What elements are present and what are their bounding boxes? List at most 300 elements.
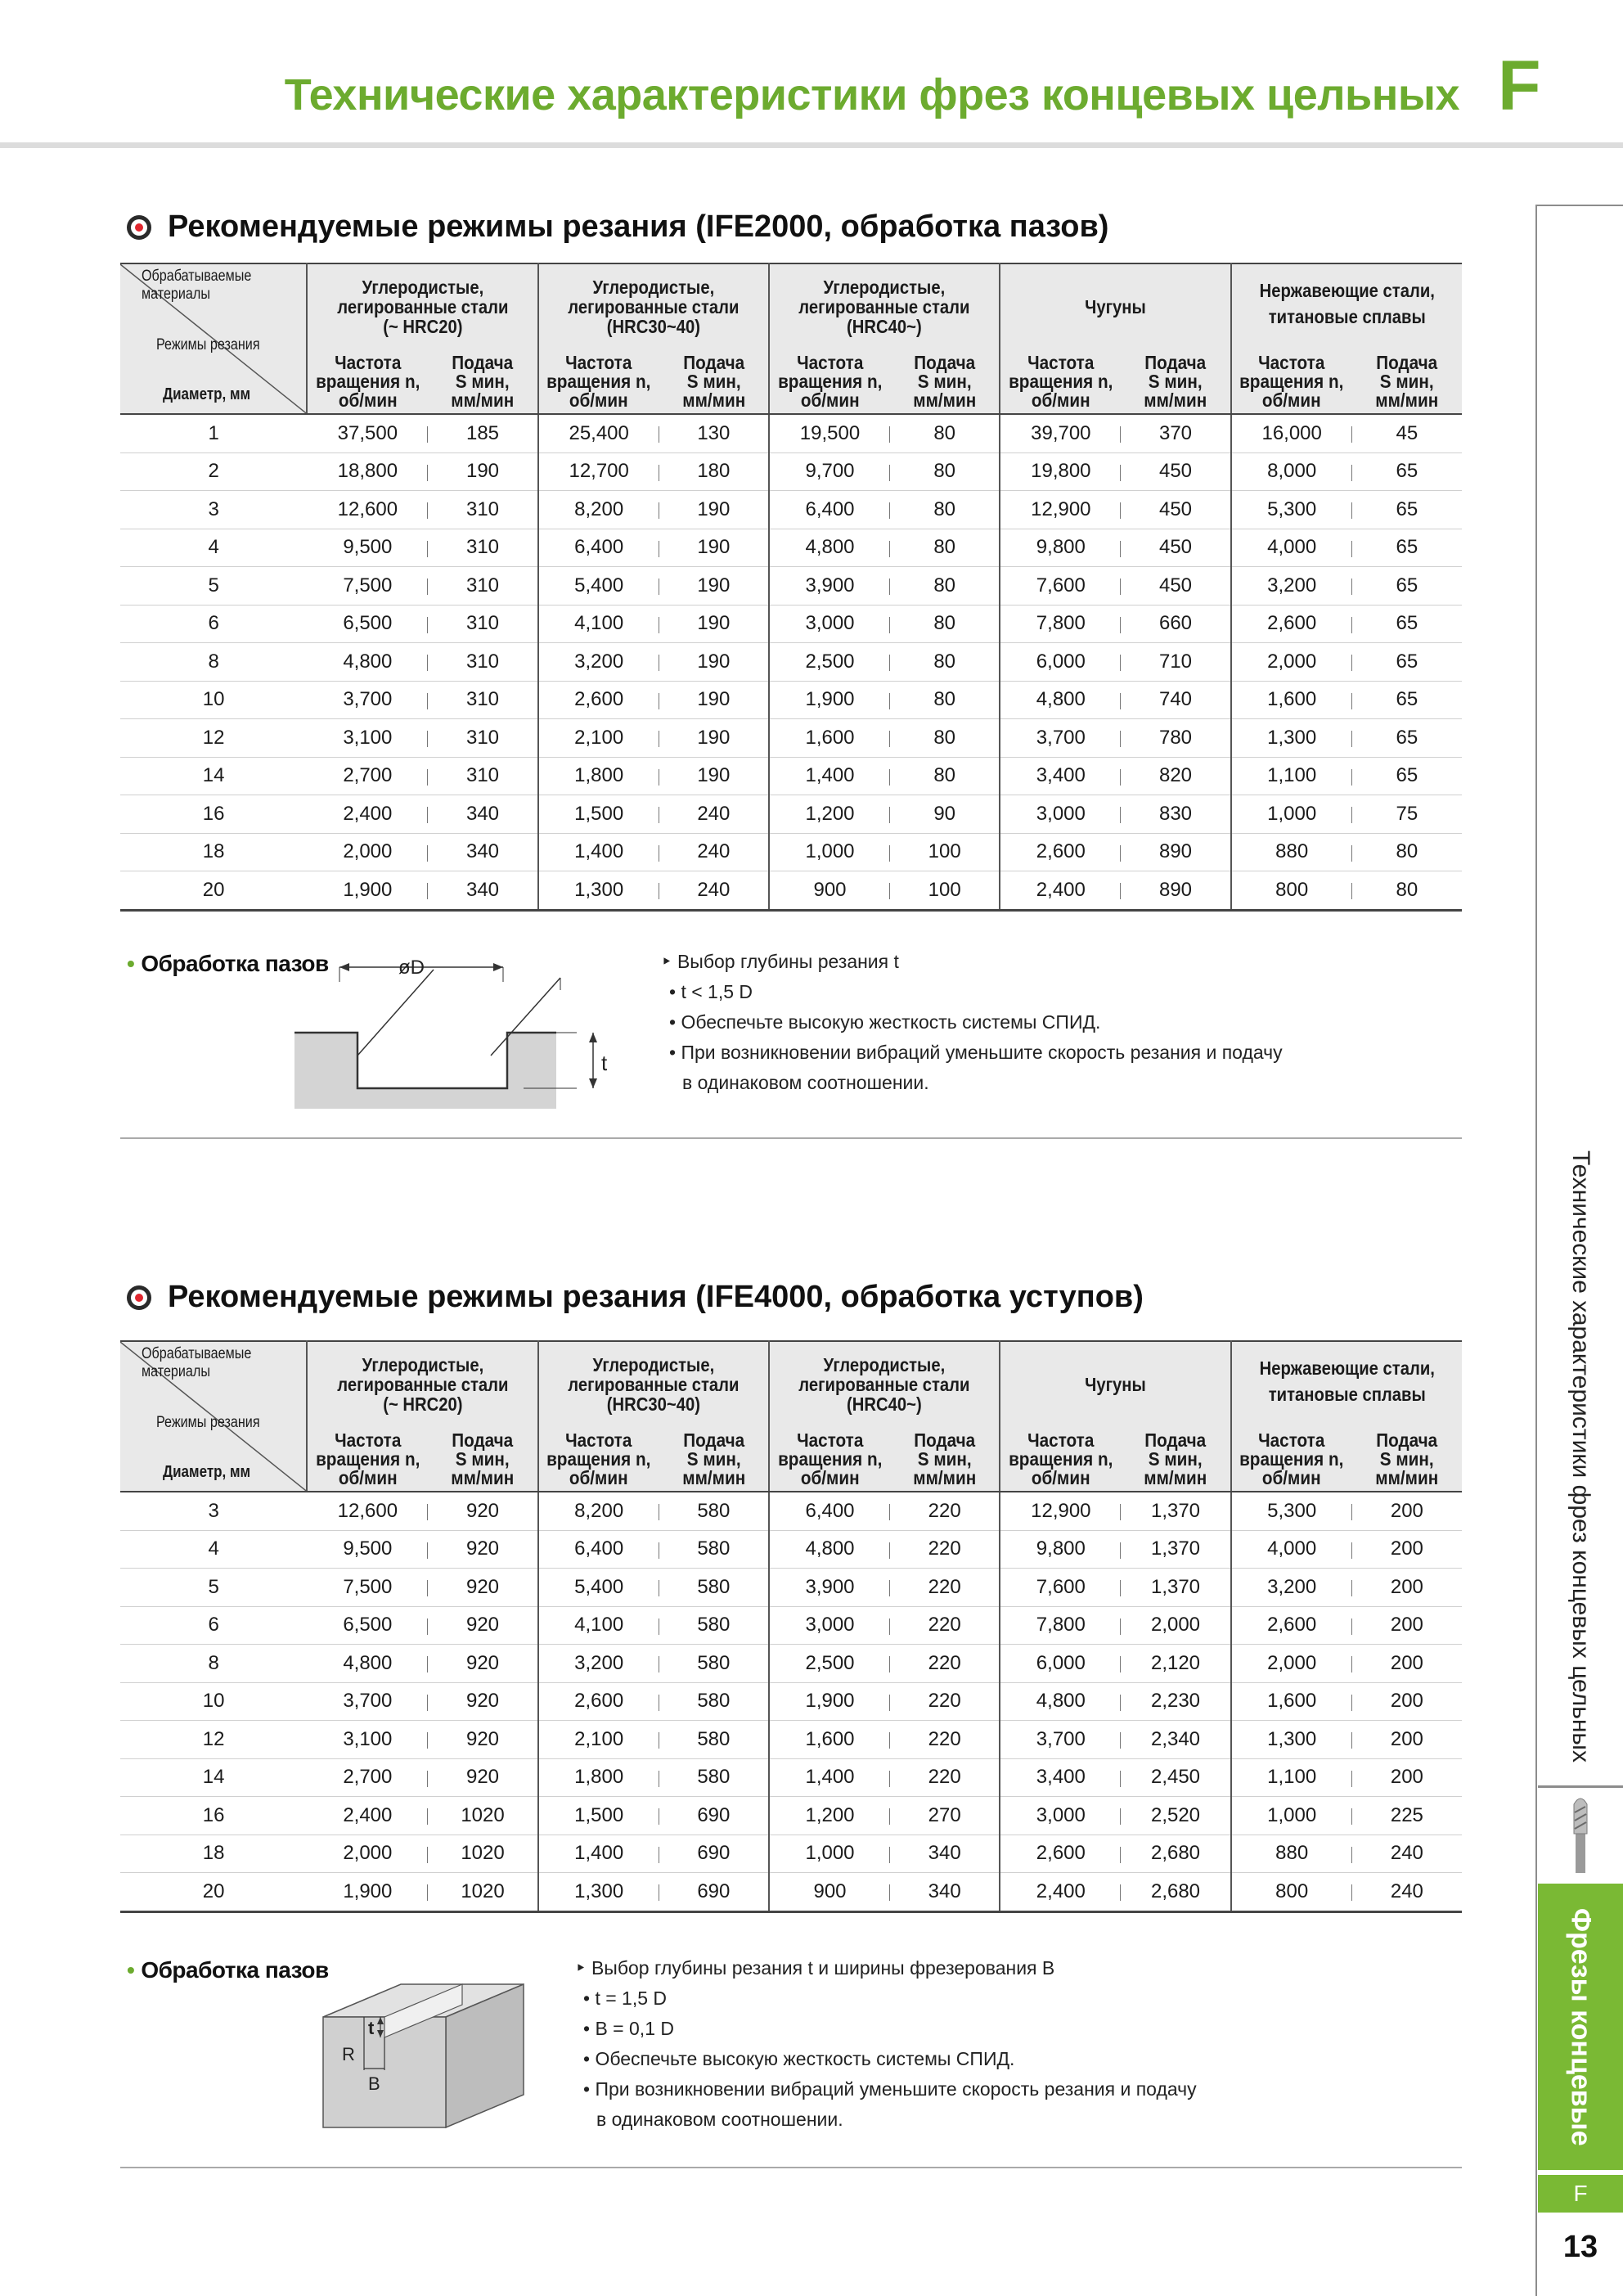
table-body [120, 1492, 1462, 1911]
material-header: Углеродистые, легированные стали (HRC30~40) [538, 263, 769, 349]
rpm-cell: 3,100 [307, 719, 428, 758]
feed-cell: 240 [1352, 1873, 1462, 1912]
rpm-cell: 2,600 [1000, 833, 1121, 871]
feed-cell: 450 [1121, 491, 1230, 529]
feed-cell: 65 [1352, 643, 1462, 682]
diameter-cell: 14 [120, 757, 307, 795]
rpm-cell: 2,000 [1231, 1645, 1352, 1683]
feed-cell: 190 [659, 491, 769, 529]
feed-cell: 580 [659, 1606, 769, 1645]
section-letter: F [1498, 47, 1541, 125]
depth-label: t [601, 1051, 608, 1075]
feed-cell: 310 [428, 719, 537, 758]
table-row [120, 643, 1462, 682]
shoulder-milling-diagram [303, 1980, 532, 2144]
rpm-cell: 1,300 [1231, 719, 1352, 758]
diameter-label: øD [398, 957, 425, 979]
feed-cell: 90 [890, 795, 1000, 834]
feed-cell: 185 [428, 414, 537, 452]
rpm-cell: 880 [1231, 833, 1352, 871]
feed-cell: 690 [659, 1797, 769, 1835]
rpm-cell: 2,500 [769, 1645, 890, 1683]
diameter-cell: 16 [120, 1797, 307, 1835]
rpm-cell: 1,100 [1231, 757, 1352, 795]
feed-cell: 820 [1121, 757, 1230, 795]
rpm-cell: 4,800 [1000, 1682, 1121, 1721]
feed-cell: 450 [1121, 567, 1230, 606]
rpm-cell: 900 [769, 871, 890, 911]
rpm-cell: 1,600 [1231, 681, 1352, 719]
feed-cell: 180 [659, 452, 769, 491]
material-header: Нержавеющие стали, титановые сплавы [1231, 263, 1462, 349]
width-label: B [368, 2073, 380, 2094]
rpm-cell: 2,400 [1000, 871, 1121, 911]
section-divider [120, 2167, 1462, 2168]
feed-cell: 80 [890, 529, 1000, 567]
feed-cell: 2,120 [1121, 1645, 1230, 1683]
feed-cell: 2,340 [1121, 1721, 1230, 1759]
feed-cell: 200 [1352, 1606, 1462, 1645]
feed-cell: 190 [659, 529, 769, 567]
feed-cell: 920 [428, 1721, 537, 1759]
table-row [120, 1492, 1462, 1530]
side-tab-label: Технические характеристики фрез концевых цельных [1567, 1150, 1594, 1763]
rpm-cell: 3,900 [769, 1569, 890, 1607]
rpm-cell: 3,700 [1000, 719, 1121, 758]
table-corner-header [120, 1341, 307, 1492]
rpm-cell: 900 [769, 1873, 890, 1912]
table-row [120, 1721, 1462, 1759]
rpm-cell: 6,000 [1000, 643, 1121, 682]
header-rule [0, 142, 1623, 148]
rpm-cell: 2,000 [307, 1835, 428, 1873]
table-row [120, 681, 1462, 719]
feed-cell: 920 [428, 1758, 537, 1797]
page-number: 13 [1562, 2230, 1598, 2264]
rpm-cell: 7,600 [1000, 1569, 1121, 1607]
rpm-cell: 3,700 [1000, 1721, 1121, 1759]
feed-header: Подача S мин, мм/мин [890, 1427, 1000, 1492]
feed-cell: 580 [659, 1530, 769, 1569]
end-mill-icon [1538, 1788, 1623, 1880]
feed-cell: 65 [1352, 529, 1462, 567]
rpm-cell: 18,800 [307, 452, 428, 491]
rpm-header: Частота вращения n, об/мин [769, 349, 890, 414]
section-title-text: Рекомендуемые режимы резания (IFE4000, обработка уступов) [168, 1280, 1144, 1314]
diameter-cell: 8 [120, 643, 307, 682]
feed-cell: 2,450 [1121, 1758, 1230, 1797]
rpm-cell: 1,900 [307, 871, 428, 911]
materials-label: Обрабатываемые материалы [142, 268, 252, 303]
rpm-cell: 3,200 [1231, 1569, 1352, 1607]
rpm-cell: 4,100 [538, 605, 659, 643]
feed-cell: 200 [1352, 1758, 1462, 1797]
table-row [120, 491, 1462, 529]
rpm-cell: 3,900 [769, 567, 890, 606]
cutting-modes-table-ife2000 [120, 263, 1462, 912]
feed-cell: 310 [428, 681, 537, 719]
rpm-cell: 5,300 [1231, 491, 1352, 529]
rpm-cell: 1,600 [1231, 1682, 1352, 1721]
diameter-cell: 4 [120, 529, 307, 567]
feed-cell: 2,680 [1121, 1873, 1230, 1912]
rpm-cell: 4,800 [1000, 681, 1121, 719]
feed-cell: 220 [890, 1606, 1000, 1645]
feed-header: Подача S мин, мм/мин [659, 1427, 769, 1492]
feed-cell: 80 [890, 719, 1000, 758]
feed-cell: 190 [659, 757, 769, 795]
section-title-ife2000 [127, 209, 1108, 245]
rpm-cell: 6,400 [769, 1492, 890, 1530]
diameter-cell: 3 [120, 1492, 307, 1530]
feed-cell: 65 [1352, 757, 1462, 795]
feed-cell: 580 [659, 1569, 769, 1607]
feed-cell: 200 [1352, 1569, 1462, 1607]
feed-cell: 200 [1352, 1530, 1462, 1569]
feed-cell: 890 [1121, 871, 1230, 911]
feed-cell: 225 [1352, 1797, 1462, 1835]
rpm-cell: 1,900 [307, 1873, 428, 1912]
feed-cell: 2,520 [1121, 1797, 1230, 1835]
diameter-cell: 10 [120, 681, 307, 719]
rpm-cell: 6,400 [538, 1530, 659, 1569]
material-header: Углеродистые, легированные стали (HRC30~40) [538, 1341, 769, 1427]
feed-cell: 220 [890, 1758, 1000, 1797]
diameter-cell: 16 [120, 795, 307, 834]
feed-cell: 80 [890, 681, 1000, 719]
rpm-cell: 12,900 [1000, 1492, 1121, 1530]
diameter-cell: 6 [120, 605, 307, 643]
rpm-cell: 8,200 [538, 491, 659, 529]
feed-cell: 80 [890, 757, 1000, 795]
material-header: Углеродистые, легированные стали (HRC40~) [769, 263, 1000, 349]
diameter-cell: 5 [120, 1569, 307, 1607]
rpm-cell: 5,400 [538, 1569, 659, 1607]
rpm-cell: 16,000 [1231, 414, 1352, 452]
rpm-cell: 1,000 [769, 833, 890, 871]
feed-cell: 190 [659, 681, 769, 719]
feed-cell: 65 [1352, 719, 1462, 758]
rpm-cell: 3,200 [1231, 567, 1352, 606]
feed-cell: 190 [428, 452, 537, 491]
feed-cell: 580 [659, 1645, 769, 1683]
rpm-cell: 1,200 [769, 1797, 890, 1835]
rpm-cell: 1,600 [769, 1721, 890, 1759]
feed-cell: 200 [1352, 1492, 1462, 1530]
rpm-cell: 2,500 [769, 643, 890, 682]
feed-cell: 310 [428, 529, 537, 567]
feed-cell: 710 [1121, 643, 1230, 682]
table-row [120, 605, 1462, 643]
rpm-cell: 1,100 [1231, 1758, 1352, 1797]
feed-cell: 190 [659, 605, 769, 643]
rpm-cell: 7,600 [1000, 567, 1121, 606]
rpm-cell: 1,300 [538, 871, 659, 911]
feed-cell: 100 [890, 871, 1000, 911]
rpm-cell: 2,600 [1000, 1835, 1121, 1873]
rpm-cell: 2,000 [1231, 643, 1352, 682]
feed-cell: 920 [428, 1645, 537, 1683]
rpm-cell: 5,300 [1231, 1492, 1352, 1530]
feed-cell: 340 [890, 1835, 1000, 1873]
diameter-cell: 18 [120, 1835, 307, 1873]
side-tab-letter: F [1538, 2175, 1623, 2213]
feed-cell: 240 [1352, 1835, 1462, 1873]
rpm-cell: 3,400 [1000, 757, 1121, 795]
feed-cell: 450 [1121, 529, 1230, 567]
rpm-cell: 2,700 [307, 1758, 428, 1797]
side-tab-section-label: Фрезы концевые [1565, 1907, 1597, 2146]
feed-cell: 80 [1352, 871, 1462, 911]
feed-header: Подача S мин, мм/мин [659, 349, 769, 414]
feed-cell: 450 [1121, 452, 1230, 491]
rpm-cell: 12,600 [307, 491, 428, 529]
table-row [120, 757, 1462, 795]
rpm-cell: 2,700 [307, 757, 428, 795]
material-header: Углеродистые, легированные стали (~ HRC20) [307, 1341, 537, 1427]
feed-cell: 370 [1121, 414, 1230, 452]
feed-cell: 780 [1121, 719, 1230, 758]
rpm-cell: 1,800 [538, 757, 659, 795]
depth-label: t [368, 2018, 375, 2038]
feed-cell: 920 [428, 1606, 537, 1645]
rpm-cell: 19,500 [769, 414, 890, 452]
rpm-cell: 800 [1231, 871, 1352, 911]
rpm-cell: 2,600 [1231, 1606, 1352, 1645]
table-corner-header [120, 263, 307, 414]
feed-cell: 890 [1121, 833, 1230, 871]
rpm-cell: 8,200 [538, 1492, 659, 1530]
diameter-cell: 12 [120, 719, 307, 758]
rpm-cell: 4,000 [1231, 1530, 1352, 1569]
side-tab-divider [1535, 205, 1537, 2296]
target-bullet-icon [127, 1285, 151, 1310]
feed-cell: 690 [659, 1873, 769, 1912]
feed-cell: 1,370 [1121, 1569, 1230, 1607]
slot-milling-diagram [290, 957, 634, 1121]
rpm-cell: 1,600 [769, 719, 890, 758]
feed-cell: 45 [1352, 414, 1462, 452]
rpm-cell: 4,800 [307, 1645, 428, 1683]
feed-cell: 830 [1121, 795, 1230, 834]
rpm-cell: 1,300 [1231, 1721, 1352, 1759]
feed-header: Подача S мин, мм/мин [428, 349, 537, 414]
rpm-cell: 2,600 [1231, 605, 1352, 643]
feed-cell: 200 [1352, 1645, 1462, 1683]
diameter-cell: 3 [120, 491, 307, 529]
rpm-cell: 6,000 [1000, 1645, 1121, 1683]
diameter-cell: 20 [120, 1873, 307, 1912]
feed-cell: 80 [890, 643, 1000, 682]
rpm-cell: 1,200 [769, 795, 890, 834]
feed-cell: 580 [659, 1682, 769, 1721]
rpm-cell: 3,100 [307, 1721, 428, 1759]
diameter-cell: 6 [120, 1606, 307, 1645]
feed-cell: 2,230 [1121, 1682, 1230, 1721]
feed-header: Подача S мин, мм/мин [1352, 1427, 1462, 1492]
feed-cell: 80 [1352, 833, 1462, 871]
rpm-cell: 19,800 [1000, 452, 1121, 491]
table-row [120, 1645, 1462, 1683]
diameter-cell: 4 [120, 1530, 307, 1569]
rpm-cell: 1,400 [538, 833, 659, 871]
rpm-cell: 800 [1231, 1873, 1352, 1912]
page-title: Технические характеристики фрез концевых цельных [284, 70, 1459, 119]
rpm-cell: 3,000 [769, 1606, 890, 1645]
feed-cell: 660 [1121, 605, 1230, 643]
rpm-cell: 1,000 [1231, 1797, 1352, 1835]
feed-cell: 580 [659, 1492, 769, 1530]
rpm-cell: 4,800 [769, 1530, 890, 1569]
table-row [120, 719, 1462, 758]
rpm-cell: 6,500 [307, 605, 428, 643]
table-row [120, 1797, 1462, 1835]
rpm-cell: 2,400 [307, 795, 428, 834]
note-label: • Обработка пазов [127, 951, 329, 976]
feed-cell: 190 [659, 567, 769, 606]
feed-cell: 340 [428, 871, 537, 911]
rpm-cell: 2,600 [538, 1682, 659, 1721]
feed-cell: 580 [659, 1721, 769, 1759]
rpm-header: Частота вращения n, об/мин [1000, 349, 1121, 414]
diameter-cell: 2 [120, 452, 307, 491]
rpm-cell: 2,100 [538, 719, 659, 758]
table-row [120, 1873, 1462, 1912]
rpm-cell: 4,000 [1231, 529, 1352, 567]
diameter-label: Диаметр, мм [163, 385, 251, 403]
table-row [120, 833, 1462, 871]
feed-cell: 920 [428, 1682, 537, 1721]
feed-cell: 80 [890, 414, 1000, 452]
rpm-cell: 6,400 [769, 491, 890, 529]
rpm-cell: 7,800 [1000, 605, 1121, 643]
table-row [120, 1569, 1462, 1607]
feed-cell: 65 [1352, 681, 1462, 719]
feed-cell: 190 [659, 643, 769, 682]
feed-header: Подача S мин, мм/мин [1121, 1427, 1230, 1492]
feed-cell: 1020 [428, 1797, 537, 1835]
feed-cell: 80 [890, 605, 1000, 643]
table-row [120, 1530, 1462, 1569]
feed-cell: 340 [428, 795, 537, 834]
rpm-cell: 1,900 [769, 681, 890, 719]
rpm-cell: 5,400 [538, 567, 659, 606]
diameter-cell: 18 [120, 833, 307, 871]
feed-cell: 310 [428, 567, 537, 606]
modes-label: Режимы резания [156, 336, 260, 353]
rpm-cell: 3,000 [769, 605, 890, 643]
rpm-cell: 6,500 [307, 1606, 428, 1645]
feed-cell: 100 [890, 833, 1000, 871]
feed-cell: 270 [890, 1797, 1000, 1835]
rpm-cell: 2,000 [307, 833, 428, 871]
feed-cell: 220 [890, 1492, 1000, 1530]
rpm-cell: 9,800 [1000, 1530, 1121, 1569]
rpm-cell: 25,400 [538, 414, 659, 452]
rpm-header: Частота вращения n, об/мин [1000, 1427, 1121, 1492]
diameter-cell: 1 [120, 414, 307, 452]
table-row [120, 1835, 1462, 1873]
rpm-cell: 7,800 [1000, 1606, 1121, 1645]
feed-cell: 310 [428, 491, 537, 529]
rpm-cell: 12,700 [538, 452, 659, 491]
section-title-text: Рекомендуемые режимы резания (IFE2000, обработка пазов) [168, 209, 1109, 244]
rpm-cell: 2,400 [307, 1797, 428, 1835]
rpm-cell: 880 [1231, 1835, 1352, 1873]
table-row [120, 452, 1462, 491]
note-text: ‣ Выбор глубины резания t и ширины фрезерования B • t = 1,5 D • B = 0,1 D • Обеспечьте высокую жесткость системы СПИД. • При возникновении вибраций уменьшите скорость резания и подачу в одинаковом соотношении. [575, 1957, 1197, 2130]
feed-cell: 80 [890, 567, 1000, 606]
modes-label: Режимы резания [156, 1414, 260, 1431]
rpm-cell: 39,700 [1000, 414, 1121, 452]
rpm-cell: 9,700 [769, 452, 890, 491]
feed-cell: 340 [428, 833, 537, 871]
feed-cell: 310 [428, 605, 537, 643]
feed-cell: 1020 [428, 1873, 537, 1912]
material-header: Углеродистые, легированные стали (HRC40~) [769, 1341, 1000, 1427]
materials-label: Обрабатываемые материалы [142, 1345, 252, 1380]
feed-cell: 65 [1352, 567, 1462, 606]
feed-cell: 740 [1121, 681, 1230, 719]
feed-cell: 65 [1352, 452, 1462, 491]
rpm-cell: 9,800 [1000, 529, 1121, 567]
rpm-cell: 1,000 [1231, 795, 1352, 834]
rpm-header: Частота вращения n, об/мин [307, 1427, 428, 1492]
note-text: ‣ Выбор глубины резания t • t < 1,5 D • Обеспечьте высокую жесткость системы СПИД. • При возникновении вибраций уменьшите скорость резания и подачу в одинаковом соотношении. [661, 951, 1283, 1093]
table-row [120, 414, 1462, 452]
feed-cell: 80 [890, 452, 1000, 491]
rpm-header: Частота вращения n, об/мин [538, 1427, 659, 1492]
rpm-cell: 3,200 [538, 1645, 659, 1683]
rpm-cell: 3,200 [538, 643, 659, 682]
feed-header: Подача S мин, мм/мин [1121, 349, 1230, 414]
cutting-modes-table-ife4000 [120, 1340, 1462, 1913]
section-title-ife4000 [127, 1280, 1144, 1315]
side-tab-label-box [1540, 1113, 1621, 1800]
table-row [120, 871, 1462, 911]
diameter-cell: 12 [120, 1721, 307, 1759]
note-label: • Обработка пазов [127, 1957, 329, 1983]
material-header: Чугуны [1000, 263, 1230, 349]
feed-cell: 65 [1352, 491, 1462, 529]
radius-label: R [342, 2044, 355, 2064]
table-body [120, 414, 1462, 910]
feed-cell: 310 [428, 643, 537, 682]
feed-cell: 220 [890, 1530, 1000, 1569]
rpm-header: Частота вращения n, об/мин [1231, 349, 1352, 414]
rpm-cell: 8,000 [1231, 452, 1352, 491]
material-header: Нержавеющие стали, титановые сплавы [1231, 1341, 1462, 1427]
feed-cell: 240 [659, 871, 769, 911]
feed-cell: 240 [659, 795, 769, 834]
rpm-cell: 6,400 [538, 529, 659, 567]
feed-cell: 2,000 [1121, 1606, 1230, 1645]
table-row [120, 1606, 1462, 1645]
rpm-cell: 3,000 [1000, 1797, 1121, 1835]
feed-cell: 310 [428, 757, 537, 795]
rpm-header: Частота вращения n, об/мин [1231, 1427, 1352, 1492]
rpm-cell: 4,800 [307, 643, 428, 682]
table-row [120, 567, 1462, 606]
feed-header: Подача S мин, мм/мин [1352, 349, 1462, 414]
rpm-header: Частота вращения n, об/мин [538, 349, 659, 414]
rpm-cell: 9,500 [307, 529, 428, 567]
feed-header: Подача S мин, мм/мин [428, 1427, 537, 1492]
feed-cell: 220 [890, 1721, 1000, 1759]
feed-cell: 130 [659, 414, 769, 452]
rpm-cell: 12,600 [307, 1492, 428, 1530]
side-tab-section[interactable] [1538, 1884, 1623, 2170]
